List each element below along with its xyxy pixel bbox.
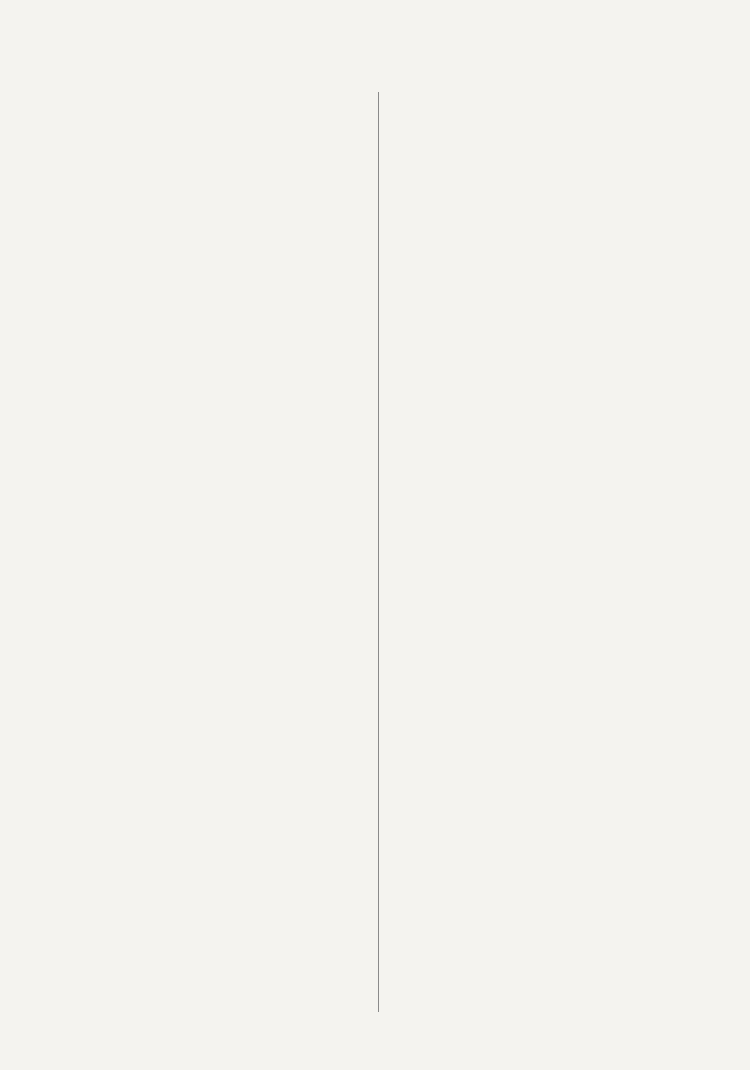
left-column bbox=[48, 88, 366, 94]
column-divider bbox=[378, 92, 379, 1012]
